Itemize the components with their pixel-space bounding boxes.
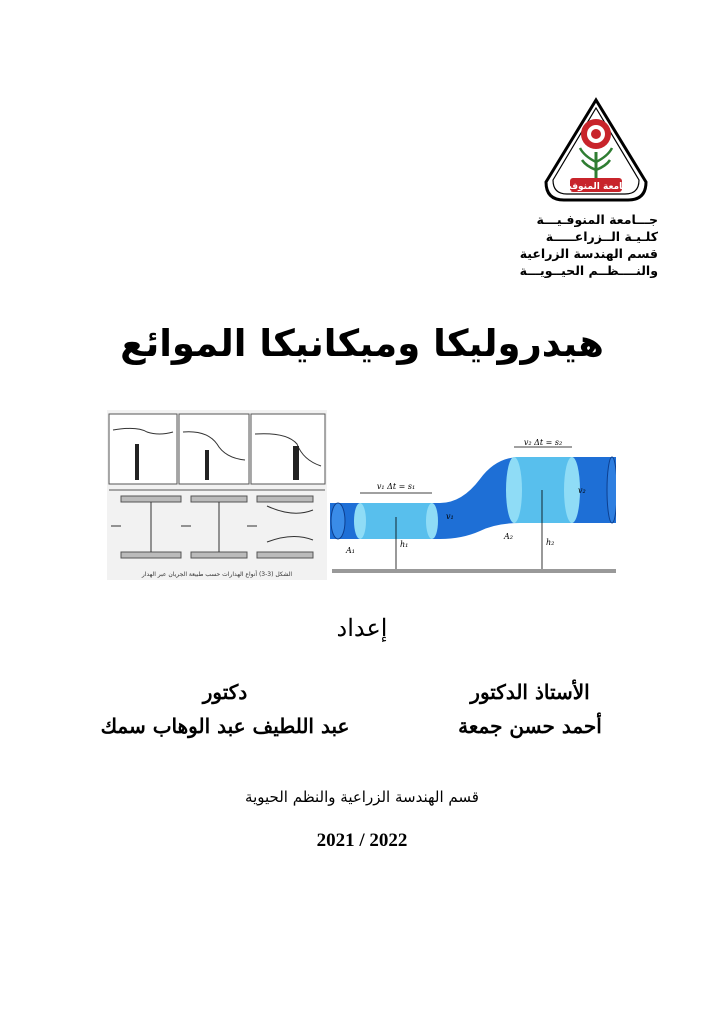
university-header [458, 211, 658, 279]
author-name: أحمد حسن جمعة [458, 714, 602, 738]
weir-diagrams-figure [107, 410, 327, 580]
document-title: هيدروليكا وميكانيكا الموائع [120, 322, 604, 365]
prepared-by-label: إعداد [336, 614, 388, 642]
author-title: دكتور [202, 680, 248, 704]
label-s2: v₂ Δt = s₂ [523, 438, 563, 447]
weir-figure-caption: الشكل (3-3) أنواع الهدارات حسب طبيعة الجريان عبر الهدار [141, 571, 293, 578]
university-name: جـــامعة المنوفـيـــة [536, 212, 658, 227]
author-doctor [100, 680, 350, 738]
logo-label: جامعة المنوفية [563, 182, 629, 192]
department-footer: قسم الهندسة الزراعية والنظم الحيوية [245, 788, 479, 806]
author-professor [430, 680, 630, 738]
author-name: عبد اللطيف عبد الوهاب سمك [100, 714, 350, 738]
department-line-2: والنــــظــم الحيــويـــة [519, 263, 658, 278]
label-a1: A₁ [346, 546, 355, 555]
label-h2: h₂ [546, 538, 555, 547]
label-v2: v₂ [578, 486, 586, 495]
author-title: الأستاذ الدكتور [470, 680, 590, 704]
academic-year: 2021 / 2022 [316, 830, 408, 851]
department-line-1: قسم الهندسة الزراعية [519, 246, 658, 261]
university-logo [540, 96, 652, 204]
label-s1: v₁ Δt = s₁ [376, 482, 416, 491]
label-a2: A₂ [504, 532, 513, 541]
label-v1: v₁ [446, 512, 454, 521]
pipe-flow-figure [330, 435, 616, 575]
label-h1: h₁ [400, 540, 409, 549]
faculty-name: كلـيـة الــزراعـــــة [545, 229, 658, 244]
